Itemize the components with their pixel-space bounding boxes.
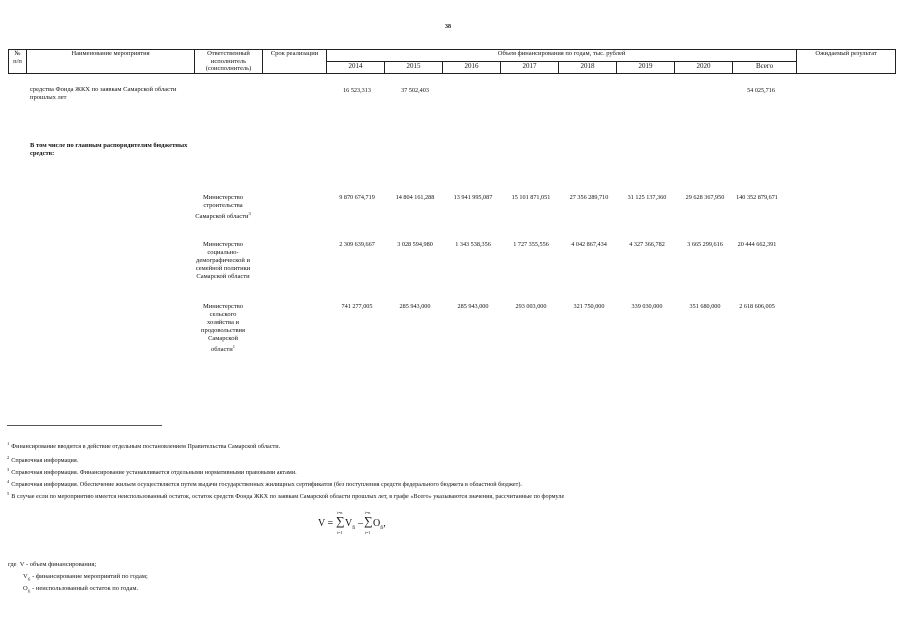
col-header-number: № п/п <box>9 50 27 74</box>
col-header-result: Ожидаемый результат <box>797 50 896 74</box>
ministry-line: Самарской области$^3$ <box>195 211 251 221</box>
section-title: В том числе по главным распорядителям бюджетных средств: <box>30 142 188 157</box>
footnote: $^4$ Справочная информация. Обеспечение жильем осуществляется путем выдачи государственных жилищных сертификатов (без поступления средств федерального бюджета в областной бюджет). <box>7 479 522 489</box>
value-cell-total: 20 444 662,391 <box>737 241 777 248</box>
value-cell: 3 028 594,980 <box>397 241 433 248</box>
value-cell: 37 502,403 <box>401 87 429 94</box>
value-cell: 2 309 639,667 <box>339 241 375 248</box>
value-cell: 339 030,000 <box>631 303 663 310</box>
footnote: $^2$ Справочная информация. <box>7 455 79 465</box>
value-cell-total: 54 025,716 <box>747 87 775 94</box>
year-header-total: Всего <box>733 61 797 73</box>
table-header <box>8 49 896 74</box>
ministry-line: семейной политики <box>195 265 251 272</box>
ministry-line: строительства <box>203 202 243 209</box>
where-line: где V - объем финансирования; <box>8 561 97 568</box>
value-cell: 351 680,000 <box>689 303 721 310</box>
sum-upper-limit: i=n <box>365 510 371 515</box>
ministry-line: социально- <box>207 249 239 256</box>
ministry-line: Самарской <box>208 335 238 342</box>
footnote: $^1$ Финансирование вводится в действие отдельным постановлением Правительства Самарской области. <box>7 441 281 451</box>
value-cell: 14 804 161,288 <box>395 194 435 201</box>
ministry-line: демографической и <box>196 257 250 264</box>
value-cell: 4 042 867,434 <box>571 241 607 248</box>
year-header: 2017 <box>501 61 559 73</box>
sum-lower-limit: i=1 <box>337 530 343 535</box>
year-header: 2020 <box>675 61 733 73</box>
ministry-construction <box>183 194 263 221</box>
sum-icon: ∑ <box>336 514 345 528</box>
year-header: 2018 <box>559 61 617 73</box>
value-cell: 15 101 871,051 <box>511 194 551 201</box>
value-cell: 9 870 674,719 <box>339 194 375 201</box>
year-header: 2015 <box>385 61 443 73</box>
value-cell: 3 665 299,616 <box>687 241 723 248</box>
value-cell: 29 628 367,950 <box>685 194 725 201</box>
ministry-line: Министерство <box>202 303 244 310</box>
year-header: 2016 <box>443 61 501 73</box>
where-line: $V_{fi}$ - финансирование мероприятий по годам; <box>23 573 148 582</box>
formula-minus: – <box>358 518 363 529</box>
sum-upper-limit: i=n <box>337 510 343 515</box>
ministry-social <box>183 241 263 281</box>
formula-term: $V_{fi}$ <box>345 518 356 531</box>
ministry-line: Министерство <box>202 194 244 201</box>
page-number: 38 <box>445 24 451 30</box>
ministry-line: хозяйства и <box>207 319 239 326</box>
col-header-name: Наименование мероприятия <box>27 50 195 74</box>
value-cell: 285 943,000 <box>457 303 489 310</box>
row-fund-name: средства Фонда ЖКХ по заявкам Самарской области прошлых лет <box>30 86 177 101</box>
ministry-agriculture <box>183 303 263 354</box>
formula <box>318 508 398 538</box>
ministry-line: области$^1$ <box>211 344 235 354</box>
ministry-line: продовольствия <box>200 327 245 334</box>
footnote-ref: 3 <box>248 211 251 216</box>
year-header: 2014 <box>327 61 385 73</box>
value-cell: 4 327 366,782 <box>629 241 665 248</box>
value-cell: 285 943,000 <box>399 303 431 310</box>
footnote-divider <box>7 425 162 426</box>
sum-icon: ∑ <box>364 514 373 528</box>
year-header: 2019 <box>617 61 675 73</box>
where-line: $O_{fi}$ - неиспользованный остаток по годам. <box>23 585 139 594</box>
value-cell: 321 750,000 <box>573 303 605 310</box>
formula-term: $O_{fi}$, <box>373 518 386 531</box>
ministry-line: Министерство <box>202 241 244 248</box>
value-cell: 741 277,005 <box>341 303 373 310</box>
value-cell: 13 941 995,087 <box>453 194 493 201</box>
value-cell: 31 125 137,360 <box>627 194 667 201</box>
ministry-line: сельского <box>209 311 237 318</box>
col-header-responsible: Ответственный исполнитель (соисполнитель) <box>195 50 263 74</box>
formula-lhs: V = <box>318 518 334 529</box>
value-cell: 1 343 538,356 <box>455 241 491 248</box>
value-cell: 27 356 289,710 <box>569 194 609 201</box>
col-header-term: Срок реализации <box>263 50 327 74</box>
value-cell-total: 2 618 606,005 <box>739 303 775 310</box>
sum-lower-limit: i=1 <box>365 530 371 535</box>
footnote-ref: 1 <box>232 344 235 349</box>
footnote: $^5$ В случае если по мероприятию имеется неиспользованный остаток, остаток средств Фонда ЖКХ по заявкам Самарской области прошлых лет, в графе «Всего» указываются значения, рассчитанные по формуле <box>7 491 565 501</box>
value-cell: 1 727 355,556 <box>513 241 549 248</box>
footnote: $^3$ Справочная информация. Финансирование устанавливается отдельными нормативными правовыми актами. <box>7 467 297 477</box>
value-cell: 16 523,313 <box>343 87 371 94</box>
col-header-funding: Объем финансирования по годам, тыс. рублей <box>327 50 797 62</box>
ministry-line: Самарской области <box>196 273 250 280</box>
value-cell: 293 003,000 <box>515 303 547 310</box>
value-cell-total: 140 352 879,671 <box>736 194 778 201</box>
